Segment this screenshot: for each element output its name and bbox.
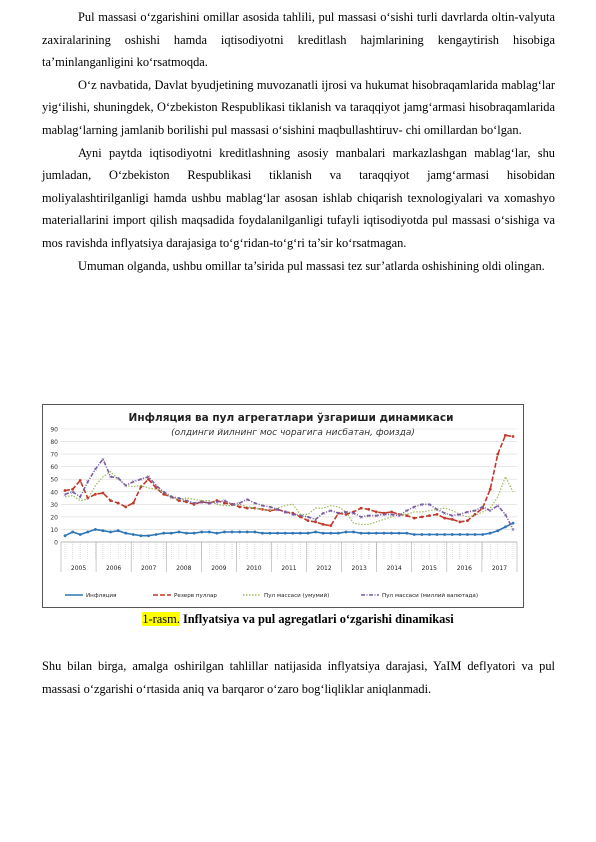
data-point bbox=[322, 523, 325, 526]
year-label: 2008 bbox=[176, 565, 192, 572]
y-tick-label: 0 bbox=[54, 539, 58, 547]
data-point bbox=[337, 532, 340, 535]
data-point bbox=[398, 532, 401, 535]
data-point: × bbox=[78, 494, 83, 501]
year-label: 2014 bbox=[386, 565, 402, 572]
caption-number: 1-rasm. bbox=[142, 612, 180, 626]
data-point bbox=[79, 479, 82, 482]
data-point: × bbox=[146, 474, 151, 481]
data-point bbox=[102, 529, 105, 532]
data-point: × bbox=[176, 496, 181, 503]
y-tick-label: 20 bbox=[50, 514, 58, 522]
data-point bbox=[489, 532, 492, 535]
data-point bbox=[231, 531, 234, 534]
data-point: × bbox=[374, 513, 379, 520]
body-text bbox=[42, 6, 555, 277]
data-point bbox=[94, 493, 97, 496]
data-point bbox=[420, 515, 423, 518]
chart-title: Инфляция ва пул агрегатлари ўзгариши динамикаси bbox=[128, 412, 454, 424]
data-point: × bbox=[131, 479, 136, 486]
data-point: × bbox=[283, 509, 288, 516]
data-point bbox=[352, 531, 355, 534]
data-point bbox=[102, 492, 105, 495]
data-point: × bbox=[275, 507, 280, 514]
data-point bbox=[299, 532, 302, 535]
caption-title: Inflyatsiya va pul agregatlari o‘zgarishi dinamikasi bbox=[182, 612, 454, 626]
data-point bbox=[474, 533, 477, 536]
data-point bbox=[360, 532, 363, 535]
data-point: × bbox=[442, 511, 447, 518]
data-point: × bbox=[161, 489, 166, 496]
data-point: × bbox=[305, 514, 311, 521]
data-point: × bbox=[457, 512, 462, 519]
data-point bbox=[322, 532, 325, 535]
data-point: × bbox=[427, 502, 432, 509]
data-point bbox=[162, 532, 165, 535]
data-point bbox=[383, 532, 386, 535]
data-point bbox=[420, 533, 423, 536]
chart-subtitle: (олдинги йилнинг мос чорагига нисбатан, фоизда) bbox=[171, 428, 415, 438]
data-point bbox=[405, 532, 408, 535]
data-point: × bbox=[381, 512, 387, 519]
paragraph: Shu bilan birga, amalga oshirilgan tahlillar natijasida inflyatsiya darajasi, YaIM deflyatori va pul massasi o‘zgarishi o‘rtasida aniq va barqaror o‘zaro bog‘liqliklar aniqlanmadi. bbox=[42, 659, 555, 696]
year-label: 2005 bbox=[70, 565, 87, 572]
data-point bbox=[451, 533, 454, 536]
data-point bbox=[132, 533, 135, 536]
data-point: × bbox=[465, 509, 470, 516]
data-point bbox=[390, 532, 393, 535]
data-point bbox=[208, 531, 211, 534]
data-point: × bbox=[252, 501, 257, 508]
data-point: × bbox=[290, 512, 295, 519]
data-point: × bbox=[62, 492, 68, 499]
data-point bbox=[284, 532, 287, 535]
data-point bbox=[147, 534, 150, 537]
data-point: × bbox=[229, 502, 235, 509]
data-point bbox=[458, 533, 461, 536]
year-label: 2016 bbox=[456, 565, 473, 572]
line-chart bbox=[43, 405, 523, 607]
data-point: × bbox=[359, 514, 364, 521]
data-point bbox=[94, 528, 97, 531]
data-point bbox=[86, 531, 89, 534]
y-tick-label: 40 bbox=[50, 489, 58, 497]
data-point bbox=[177, 531, 180, 534]
data-point bbox=[238, 531, 241, 534]
data-point bbox=[360, 507, 363, 510]
year-label: 2013 bbox=[351, 565, 367, 572]
data-point bbox=[443, 517, 446, 520]
data-point bbox=[124, 532, 127, 535]
legend-label: Пул массаси (миллий валютада) bbox=[382, 593, 478, 599]
data-point bbox=[329, 532, 332, 535]
year-label: 2015 bbox=[421, 565, 437, 572]
data-point bbox=[512, 522, 515, 525]
data-point bbox=[124, 505, 127, 508]
y-tick-label: 60 bbox=[50, 464, 58, 472]
data-point: × bbox=[222, 498, 227, 505]
data-point: × bbox=[389, 512, 394, 519]
data-point bbox=[413, 533, 416, 536]
data-point bbox=[193, 532, 196, 535]
data-point: × bbox=[298, 513, 303, 520]
data-point bbox=[504, 434, 507, 437]
data-point: × bbox=[70, 489, 75, 496]
data-point: × bbox=[472, 508, 478, 515]
data-point bbox=[367, 532, 370, 535]
data-point: × bbox=[321, 511, 326, 518]
data-point: × bbox=[343, 509, 349, 516]
data-point bbox=[443, 533, 446, 536]
y-tick-label: 30 bbox=[50, 501, 58, 509]
year-label: 2011 bbox=[281, 565, 297, 572]
data-point bbox=[466, 533, 469, 536]
data-point: × bbox=[184, 498, 189, 505]
data-point bbox=[496, 453, 499, 456]
data-point bbox=[276, 532, 279, 535]
data-point bbox=[314, 531, 317, 534]
figure-chart bbox=[42, 404, 524, 608]
legend-label: Резерв пуллар bbox=[174, 593, 217, 599]
data-point: × bbox=[100, 457, 106, 464]
data-point: × bbox=[116, 475, 121, 482]
data-point: × bbox=[260, 503, 265, 510]
data-point: × bbox=[245, 497, 250, 504]
data-point: × bbox=[336, 511, 341, 518]
legend-label: Инфляция bbox=[86, 593, 117, 599]
data-point bbox=[170, 532, 173, 535]
data-point: × bbox=[488, 508, 493, 515]
data-point: × bbox=[85, 479, 90, 486]
data-point bbox=[117, 529, 120, 532]
data-point: × bbox=[503, 512, 508, 519]
data-point: × bbox=[366, 513, 371, 520]
data-point bbox=[489, 488, 492, 491]
data-point: × bbox=[169, 494, 174, 501]
year-label: 2012 bbox=[316, 565, 332, 572]
data-point bbox=[504, 526, 507, 529]
data-point bbox=[428, 533, 431, 536]
data-point: × bbox=[138, 477, 144, 484]
data-point bbox=[253, 531, 256, 534]
year-label: 2007 bbox=[141, 565, 157, 572]
data-point: × bbox=[199, 499, 204, 506]
data-point: × bbox=[351, 511, 356, 518]
data-point bbox=[436, 513, 439, 516]
data-point bbox=[109, 499, 112, 502]
data-point: × bbox=[328, 508, 333, 515]
paragraph: Umuman olganda, ushbu omillar ta’sirida pul massasi tez sur’atlarda oshishining oldi olingan. bbox=[78, 258, 545, 273]
data-point bbox=[512, 435, 515, 438]
data-point: × bbox=[237, 501, 242, 508]
data-point bbox=[466, 519, 469, 522]
legend-label: Пул массаси (умумий) bbox=[264, 593, 330, 599]
year-label: 2017 bbox=[491, 565, 508, 572]
data-point: × bbox=[412, 504, 417, 511]
paragraph: Pul massasi o‘zgarishini omillar asosida tahlili, pul massasi o‘sishi turli davrlarda oltin-valyuta zaxiralarining oshishi hamda iqtisodiyotni kreditlash hajmlarining kengaytirish hisobiga ta’minlanganligini ko‘rsatmoqda. bbox=[42, 10, 555, 70]
data-point bbox=[496, 529, 499, 532]
data-point bbox=[71, 531, 74, 534]
data-point: × bbox=[267, 504, 273, 511]
data-point bbox=[155, 533, 158, 536]
data-point bbox=[413, 517, 416, 520]
data-point bbox=[269, 532, 272, 535]
data-point bbox=[345, 531, 348, 534]
data-point: × bbox=[313, 517, 318, 524]
year-label: 2010 bbox=[246, 565, 262, 572]
y-tick-label: 50 bbox=[50, 476, 58, 484]
data-point bbox=[481, 533, 484, 536]
data-point: × bbox=[207, 501, 212, 508]
data-point bbox=[436, 533, 439, 536]
data-point bbox=[246, 531, 249, 534]
paragraph: Ayni paytda iqtisodiyotni kreditlashning asosiy manbalari markazlashgan mablag‘lar, shu jumladan, O‘zbekiston Respublikasi tiklanish va taraqqiyot jamg‘armasi hisobidan moliyalashtirilganligi hamda ushbu mablag‘lar asosan ishlab chiqarish texnologiyalari va xomashyo materiallarini import qilish maqsadida foydalanilganligi tufayli iqtisodiyotda pul massasi o‘sishiga va mos ravishda inflyatsiya darajasiga to‘g‘ridan-to‘g‘ri ta’sir ko‘rsatmagan. bbox=[42, 145, 555, 250]
data-point: × bbox=[123, 483, 128, 490]
data-point bbox=[140, 534, 143, 537]
data-point: × bbox=[214, 499, 219, 506]
y-tick-label: 70 bbox=[50, 451, 58, 459]
paragraph: O‘z navbatida, Davlat byudjetining muvozanatli ijrosi va hukumat hisobraqamlarida mablag‘lar yig‘ilishi, shuningdek, O‘zbekiston Respublikasi tiklanish va taraqqiyot jamg‘armasi hisobraqamlarida mablag‘larning jamlanib borilishi pul massasi o‘sishini maqbullashtiruv- chi omillardan bo‘lgan. bbox=[42, 77, 555, 137]
y-tick-label: 80 bbox=[50, 439, 58, 447]
data-point: × bbox=[397, 513, 402, 520]
data-point bbox=[200, 531, 203, 534]
data-point bbox=[458, 521, 461, 524]
figure-caption bbox=[0, 612, 596, 627]
data-point bbox=[132, 502, 135, 505]
data-point: × bbox=[495, 503, 500, 510]
data-point: × bbox=[191, 501, 197, 508]
data-point bbox=[109, 531, 112, 534]
data-point bbox=[185, 532, 188, 535]
data-point bbox=[215, 532, 218, 535]
data-point: × bbox=[93, 467, 98, 474]
data-point bbox=[291, 532, 294, 535]
y-tick-label: 90 bbox=[50, 426, 58, 434]
data-point bbox=[64, 534, 67, 537]
data-point bbox=[261, 532, 264, 535]
data-point: × bbox=[510, 527, 516, 534]
data-point bbox=[367, 508, 370, 511]
data-point: × bbox=[434, 507, 440, 514]
data-point bbox=[117, 502, 120, 505]
data-point: × bbox=[480, 504, 485, 511]
data-point bbox=[329, 524, 332, 527]
data-point bbox=[307, 532, 310, 535]
data-point: × bbox=[404, 508, 409, 515]
data-point: × bbox=[108, 474, 113, 481]
data-point: × bbox=[419, 502, 424, 509]
data-point: × bbox=[154, 483, 159, 490]
data-point bbox=[375, 532, 378, 535]
year-label: 2009 bbox=[211, 565, 227, 572]
data-point bbox=[79, 533, 82, 536]
data-point bbox=[223, 531, 226, 534]
year-label: 2006 bbox=[105, 565, 122, 572]
data-point: × bbox=[450, 513, 455, 520]
data-point bbox=[428, 514, 431, 517]
y-tick-label: 10 bbox=[50, 526, 58, 534]
